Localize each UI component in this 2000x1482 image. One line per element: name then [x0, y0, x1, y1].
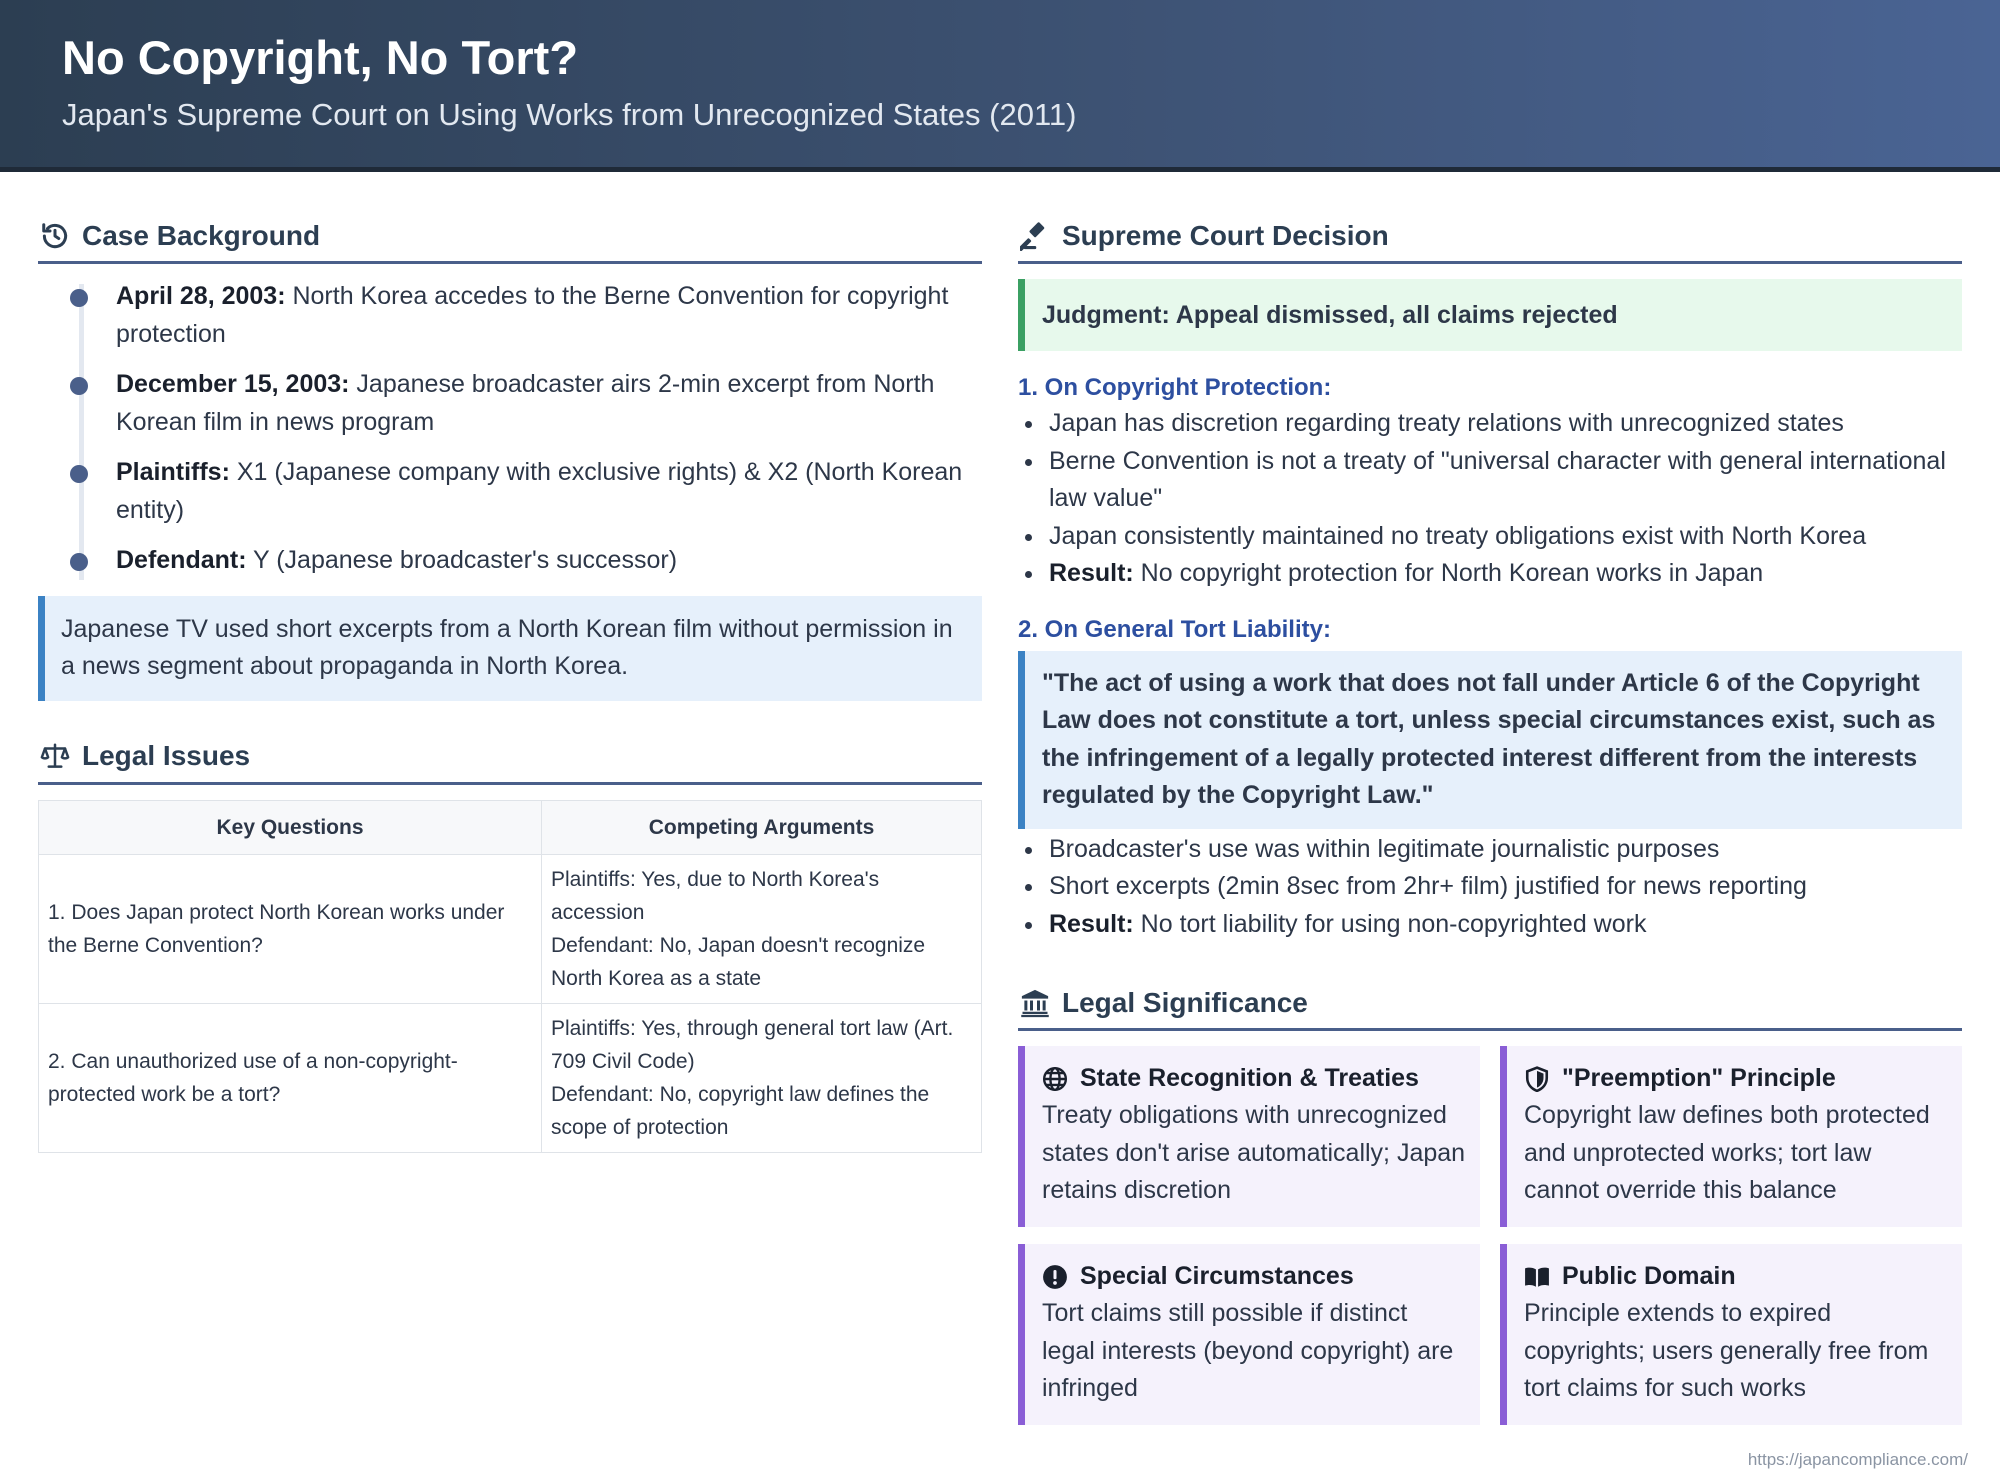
timeline-text: Y (Japanese broadcaster's successor) — [246, 546, 678, 574]
card-title-row — [1524, 1060, 1948, 1097]
timeline-item — [116, 542, 982, 580]
table-row — [39, 854, 982, 1003]
section-title: Supreme Court Decision — [1062, 219, 1389, 251]
card-body: Principle extends to expired copyrights; users generally free from tort claims for such works — [1524, 1299, 1929, 1402]
case-timeline — [38, 278, 982, 580]
result-text: No tort liability for using non-copyrighted work — [1133, 909, 1647, 938]
list-item: Berne Convention is not a treaty of "universal character with general international law value" — [1018, 443, 1962, 518]
significance-card — [1500, 1046, 1962, 1227]
copyright-bullets — [1018, 405, 1962, 593]
list-item — [1018, 555, 1962, 593]
result-text: No copyright protection for North Korean works in Japan — [1133, 559, 1764, 587]
card-title: "Preemption" Principle — [1562, 1064, 1836, 1092]
plaintiffs-argument: Plaintiffs: Yes, through general tort law (Art. 709 Civil Code) — [551, 1016, 954, 1073]
list-item — [1018, 906, 1962, 944]
list-item: Japan consistently maintained no treaty obligations exist with North Korea — [1018, 518, 1962, 556]
timeline-text: North Korea accedes to the Berne Convention for copyright protection — [116, 282, 949, 348]
timeline-label: April 28, 2003: — [116, 282, 286, 310]
legal-issues-heading — [38, 731, 982, 785]
tort-bullets — [1018, 831, 1962, 944]
card-title: Special Circumstances — [1080, 1262, 1354, 1290]
legal-significance-heading — [1018, 977, 1962, 1031]
card-title-row — [1042, 1258, 1466, 1295]
exclamation-circle-icon — [1042, 1264, 1068, 1290]
column-header: Key Questions — [39, 800, 542, 854]
copyright-protection-heading: 1. On Copyright Protection: — [1018, 374, 1332, 401]
tort-liability-heading: 2. On General Tort Liability: — [1018, 615, 1331, 643]
result-label: Result: — [1049, 559, 1134, 587]
legal-issues-table — [38, 800, 982, 1153]
landmark-icon — [1018, 986, 1052, 1020]
card-body: Treaty obligations with unrecognized states don't arise automatically; Japan retains discretion — [1042, 1101, 1466, 1204]
timeline-item — [116, 366, 982, 441]
question-cell: 1. Does Japan protect North Korean works under the Berne Convention? — [39, 854, 542, 1003]
arguments-cell — [542, 854, 982, 1003]
gavel-icon — [1018, 219, 1052, 253]
timeline-dot — [70, 553, 88, 571]
shield-icon — [1524, 1066, 1550, 1092]
defendant-argument: Defendant: No, copyright law defines the scope of protection — [551, 1082, 930, 1139]
card-title-row — [1524, 1258, 1948, 1295]
significance-cards — [1018, 1046, 1962, 1425]
list-item: Short excerpts (2min 8sec from 2hr+ film) justified for news reporting — [1018, 868, 1962, 906]
defendant-argument: Defendant: No, Japan doesn't recognize North Korea as a state — [551, 933, 926, 990]
timeline-dot — [70, 377, 88, 395]
timeline-item — [116, 278, 982, 353]
card-body: Copyright law defines both protected and unprotected works; tort law cannot override this balance — [1524, 1101, 1930, 1204]
table-row — [39, 1003, 982, 1152]
card-title: State Recognition & Treaties — [1080, 1064, 1419, 1092]
case-background-heading — [38, 210, 982, 264]
card-body: Tort claims still possible if distinct legal interests (beyond copyright) are infringed — [1042, 1299, 1454, 1402]
book-open-icon — [1524, 1264, 1550, 1290]
page-header — [0, 0, 2000, 172]
page-subtitle: Japan's Supreme Court on Using Works from Unrecognized States (2011) — [62, 97, 1077, 132]
question-cell: 2. Can unauthorized use of a non-copyright-protected work be a tort? — [39, 1003, 542, 1152]
list-item: Broadcaster's use was within legitimate journalistic purposes — [1018, 831, 1962, 869]
arguments-cell — [542, 1003, 982, 1152]
decision-heading — [1018, 210, 1962, 264]
result-label: Result: — [1049, 909, 1134, 938]
left-column — [38, 210, 982, 1153]
source-url: https://japancompliance.com/ — [1747, 1450, 1968, 1469]
court-quote: "The act of using a work that does not fall under Article 6 of the Copyright Law does not constitute a tort, unless special circumstances exist, such as the infringement of a legally protected interest different from the interests regulated by the Copyright Law." — [1018, 651, 1962, 829]
section-title: Legal Significance — [1062, 986, 1308, 1018]
judgment-banner: Judgment: Appeal dismissed, all claims rejected — [1018, 279, 1962, 351]
timeline-line — [79, 284, 84, 580]
significance-card — [1500, 1244, 1962, 1425]
plaintiffs-argument: Plaintiffs: Yes, due to North Korea's accession — [551, 867, 880, 924]
timeline-label: December 15, 2003: — [116, 370, 350, 398]
right-column — [1018, 210, 1962, 1425]
timeline-dot — [70, 289, 88, 307]
card-title-row — [1042, 1060, 1466, 1097]
timeline-text: Japanese broadcaster airs 2-min excerpt from North Korean film in news program — [116, 370, 935, 436]
column-header: Competing Arguments — [542, 800, 982, 854]
section-title: Case Background — [82, 219, 321, 251]
history-icon — [38, 219, 72, 253]
significance-card — [1018, 1046, 1480, 1227]
section-title: Legal Issues — [82, 740, 251, 771]
scale-icon — [38, 739, 72, 773]
page-title: No Copyright, No Tort? — [62, 31, 579, 84]
background-callout: Japanese TV used short excerpts from a North Korean film without permission in a news segment about propaganda in North Korea. — [38, 596, 982, 701]
card-title: Public Domain — [1562, 1262, 1736, 1290]
significance-card — [1018, 1244, 1480, 1425]
timeline-item — [116, 454, 982, 529]
table-header-row — [39, 800, 982, 854]
timeline-dot — [70, 465, 88, 483]
globe-icon — [1042, 1066, 1068, 1092]
list-item: Japan has discretion regarding treaty relations with unrecognized states — [1018, 405, 1962, 443]
timeline-label: Plaintiffs: — [116, 458, 230, 486]
timeline-text: X1 (Japanese company with exclusive rights) & X2 (North Korean entity) — [116, 458, 963, 524]
timeline-label: Defendant: — [116, 546, 247, 574]
